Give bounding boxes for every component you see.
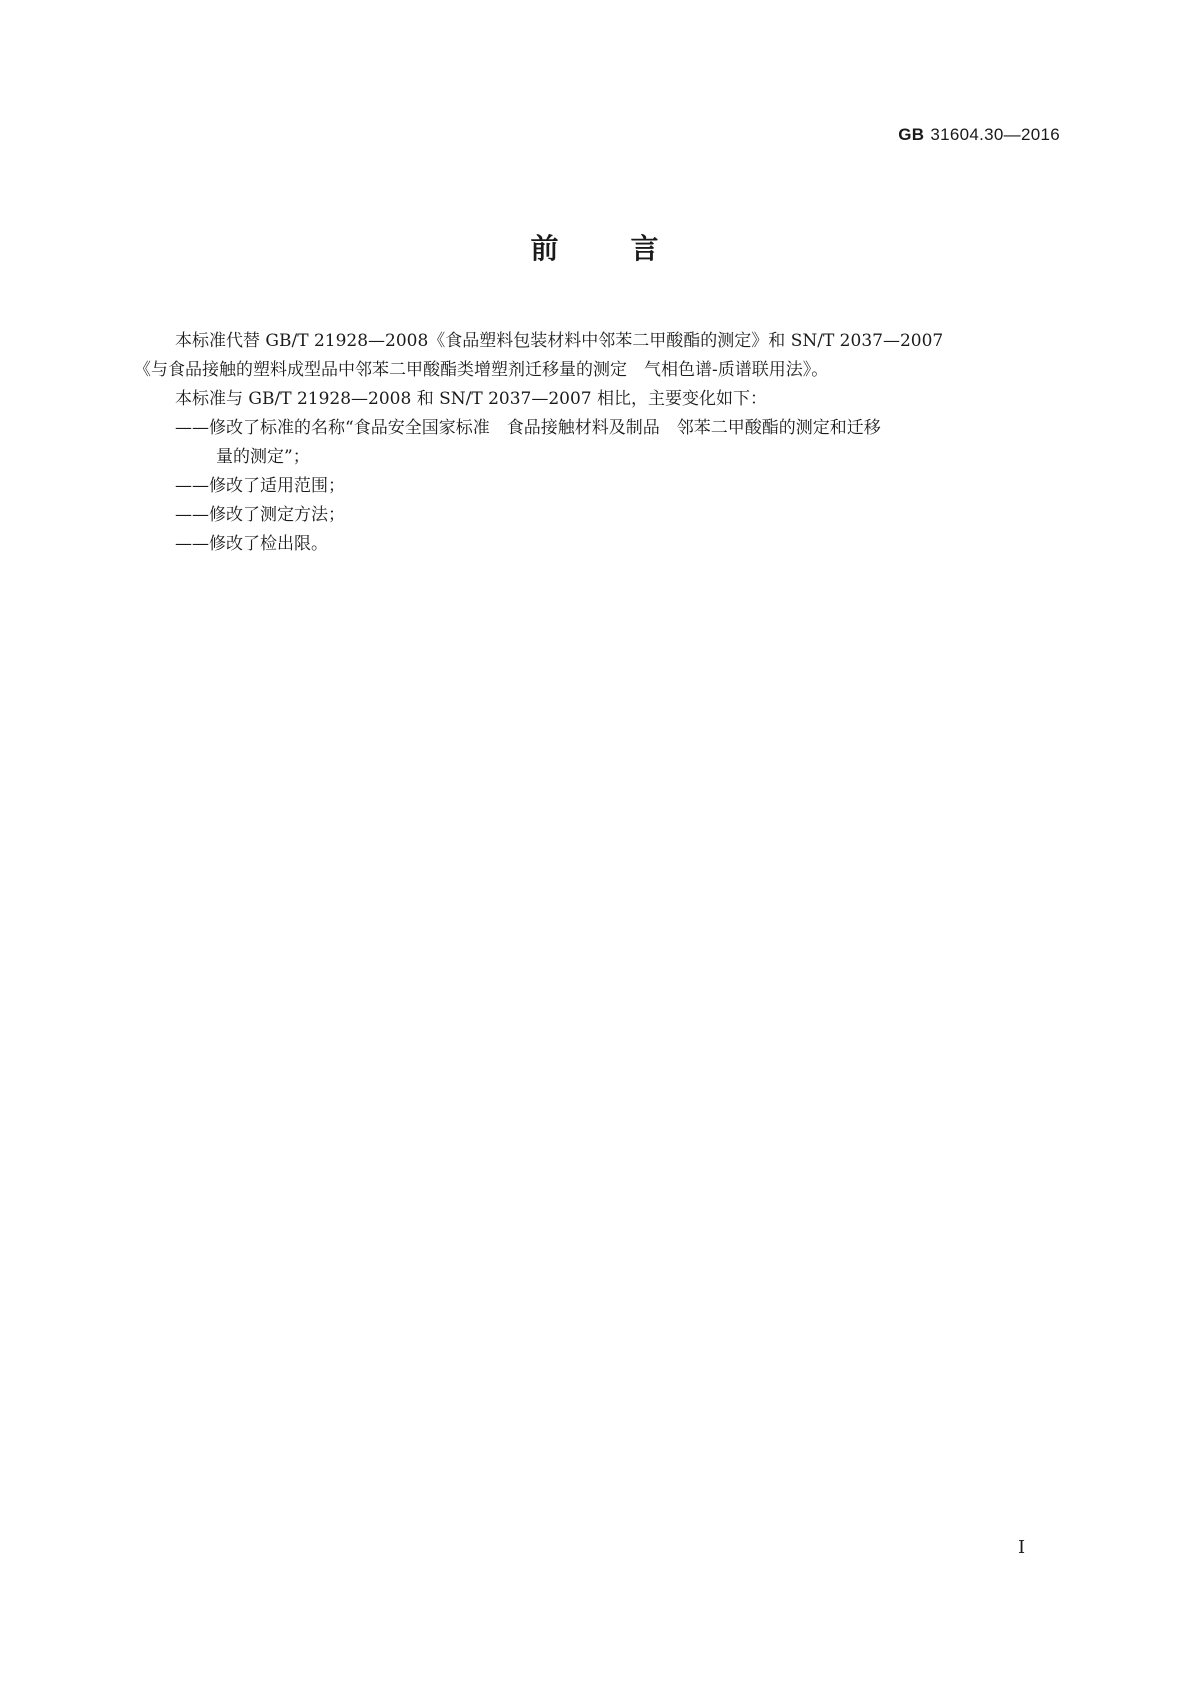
paragraph-replacement-line2: 《与食品接触的塑料成型品中邻苯二甲酸酯类增塑剂迁移量的测定 气相色谱-质谱联用法》。	[134, 360, 829, 380]
foreword-body	[134, 327, 1062, 559]
list-item-scope: ——修改了适用范围；	[175, 476, 345, 496]
paragraph-replacement-line1: 本标准代替 GB/T 21928—2008《食品塑料包装材料中邻苯二甲酸酯的测定》和 SN/T 2037—2007	[175, 331, 944, 351]
standard-prefix: GB	[898, 125, 925, 144]
page-number: I	[1018, 1537, 1026, 1558]
standard-number	[898, 125, 1060, 145]
list-item-method: ——修改了测定方法；	[175, 505, 345, 525]
list-item-name-change-cont: 量的测定”；	[216, 447, 310, 467]
list-item-name-change: ——修改了标准的名称“食品安全国家标准 食品接触材料及制品 邻苯二甲酸酯的测定和迁移	[175, 418, 881, 438]
standard-code: 31604.30—2016	[930, 125, 1060, 144]
page-title	[0, 227, 1191, 267]
title-char-1: 前	[530, 232, 561, 265]
title-char-2: 言	[630, 232, 661, 265]
list-item-detection-limit: ——修改了检出限。	[175, 534, 328, 554]
paragraph-changes-intro: 本标准与 GB/T 21928—2008 和 SN/T 2037—2007 相比，主要变化如下：	[175, 389, 768, 409]
